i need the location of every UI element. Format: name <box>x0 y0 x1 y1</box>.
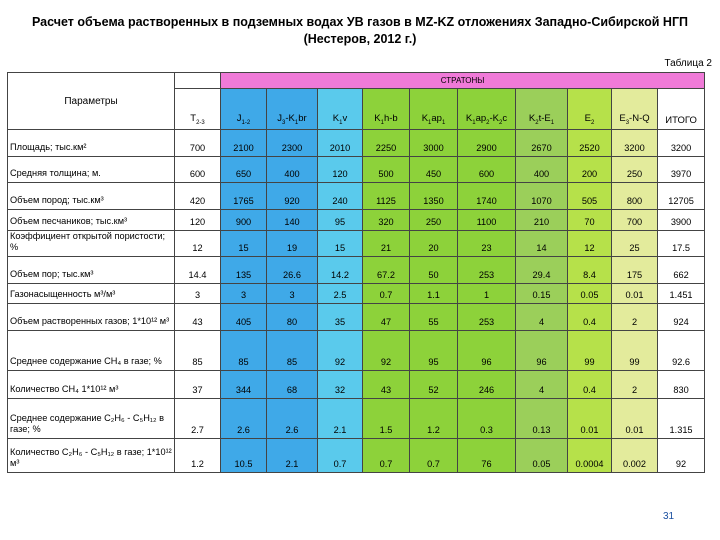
table-cell: 0.13 <box>516 399 568 439</box>
data-table-container <box>7 72 704 473</box>
table-cell: 420 <box>175 183 221 210</box>
table-cell: 450 <box>410 156 458 183</box>
table-cell: 12 <box>568 230 612 257</box>
table-cell: 96 <box>516 330 568 370</box>
document-title <box>0 14 720 48</box>
table-cell: 15 <box>221 230 267 257</box>
table-cell: 0.7 <box>363 439 410 473</box>
table-cell: 4 <box>516 370 568 399</box>
table-cell: 37 <box>175 370 221 399</box>
table-cell: 240 <box>318 183 363 210</box>
table-cell: 21 <box>363 230 410 257</box>
table-cell: 43 <box>175 304 221 331</box>
table-cell: 700 <box>612 210 658 230</box>
row-label: Газонасыщенность м³/м³ <box>8 283 175 303</box>
table-cell: 95 <box>410 330 458 370</box>
table-cell: 650 <box>221 156 267 183</box>
row-label: Количество CH₄ 1*10¹² м³ <box>8 370 175 399</box>
table-cell: 4 <box>516 304 568 331</box>
table-cell: 95 <box>318 210 363 230</box>
table-cell: 29.4 <box>516 257 568 284</box>
table-cell: 2300 <box>267 130 318 157</box>
table-cell: 900 <box>221 210 267 230</box>
table-cell: 14 <box>516 230 568 257</box>
row-label: Объем пород; тыс.км³ <box>8 183 175 210</box>
table-cell: 3 <box>267 283 318 303</box>
table-cell: 600 <box>175 156 221 183</box>
title-line-1: Расчет объема растворенных в подземных водах УВ газов в MZ-KZ отложениях Западно-Сибирской НГП <box>31 15 689 29</box>
column-header-e2: $E_2$ <box>568 89 612 130</box>
table-cell: 1740 <box>458 183 516 210</box>
column-header-k2te1: $K_2t-E_1$ <box>516 89 568 130</box>
table-cell: 2 <box>612 304 658 331</box>
table-cell: 250 <box>612 156 658 183</box>
table-cell: 0.01 <box>568 399 612 439</box>
table-cell: 405 <box>221 304 267 331</box>
row-label: Объем песчаников; тыс.км³ <box>8 210 175 230</box>
table-cell: 3970 <box>658 156 705 183</box>
table-row <box>8 257 705 284</box>
table-cell: 3 <box>175 283 221 303</box>
table-cell: 1765 <box>221 183 267 210</box>
column-header-t23: $T_{2-3}$ <box>175 89 221 130</box>
column-header-total: ИТОГО <box>658 89 705 130</box>
column-header-k1hb: $K_1h-b$ <box>363 89 410 130</box>
table-cell: 3200 <box>612 130 658 157</box>
table-row <box>8 399 705 439</box>
table-cell: 400 <box>267 156 318 183</box>
params-header: Параметры <box>8 73 175 130</box>
table-cell: 0.01 <box>612 399 658 439</box>
table-cell: 253 <box>458 304 516 331</box>
strata-header-blank <box>175 73 221 89</box>
table-cell: 85 <box>221 330 267 370</box>
row-label: Средняя толщина; м. <box>8 156 175 183</box>
table-row <box>8 283 705 303</box>
table-cell: 2 <box>612 370 658 399</box>
table-cell: 0.4 <box>568 304 612 331</box>
column-header-k1ap2k2c: $K_1ap_2-K_2c$ <box>458 89 516 130</box>
table-cell: 92 <box>318 330 363 370</box>
table-cell: 1.2 <box>175 439 221 473</box>
table-cell: 2.5 <box>318 283 363 303</box>
table-cell: 1125 <box>363 183 410 210</box>
table-cell: 135 <box>221 257 267 284</box>
table-cell: 0.3 <box>458 399 516 439</box>
table-body <box>8 130 705 473</box>
table-cell: 0.7 <box>363 283 410 303</box>
table-cell: 2.1 <box>318 399 363 439</box>
table-cell: 10.5 <box>221 439 267 473</box>
table-cell: 67.2 <box>363 257 410 284</box>
table-cell: 47 <box>363 304 410 331</box>
data-table <box>7 72 705 473</box>
table-cell: 92 <box>658 439 705 473</box>
table-cell: 14.4 <box>175 257 221 284</box>
table-cell: 120 <box>175 210 221 230</box>
table-cell: 1.5 <box>363 399 410 439</box>
table-cell: 0.002 <box>612 439 658 473</box>
table-cell: 19 <box>267 230 318 257</box>
table-cell: 2010 <box>318 130 363 157</box>
table-row <box>8 210 705 230</box>
table-cell: 55 <box>410 304 458 331</box>
table-cell: 700 <box>175 130 221 157</box>
table-cell: 0.15 <box>516 283 568 303</box>
table-cell: 400 <box>516 156 568 183</box>
column-header-e3nq: $E_3-N-Q$ <box>612 89 658 130</box>
table-header <box>8 73 705 130</box>
table-row <box>8 156 705 183</box>
table-cell: 20 <box>410 230 458 257</box>
table-row <box>8 439 705 473</box>
table-cell: 2520 <box>568 130 612 157</box>
table-cell: 15 <box>318 230 363 257</box>
table-cell: 1.1 <box>410 283 458 303</box>
table-row <box>8 130 705 157</box>
table-cell: 92.6 <box>658 330 705 370</box>
table-cell: 12705 <box>658 183 705 210</box>
table-cell: 99 <box>568 330 612 370</box>
table-cell: 50 <box>410 257 458 284</box>
table-cell: 505 <box>568 183 612 210</box>
table-cell: 0.7 <box>410 439 458 473</box>
table-cell: 76 <box>458 439 516 473</box>
table-cell: 2.1 <box>267 439 318 473</box>
table-row <box>8 230 705 257</box>
row-label: Объем пор; тыс.км³ <box>8 257 175 284</box>
table-cell: 210 <box>516 210 568 230</box>
table-cell: 17.5 <box>658 230 705 257</box>
table-cell: 0.4 <box>568 370 612 399</box>
table-cell: 25 <box>612 230 658 257</box>
table-cell: 26.6 <box>267 257 318 284</box>
table-cell: 2250 <box>363 130 410 157</box>
table-cell: 2670 <box>516 130 568 157</box>
table-cell: 43 <box>363 370 410 399</box>
table-row <box>8 304 705 331</box>
table-cell: 0.0004 <box>568 439 612 473</box>
table-cell: 246 <box>458 370 516 399</box>
table-cell: 92 <box>363 330 410 370</box>
row-label: Среднее содержание C₂H₆ - C₅H₁₂ в газе; % <box>8 399 175 439</box>
table-cell: 0.05 <box>568 283 612 303</box>
table-cell: 0.05 <box>516 439 568 473</box>
table-cell: 3900 <box>658 210 705 230</box>
table-cell: 662 <box>658 257 705 284</box>
table-cell: 0.01 <box>612 283 658 303</box>
table-cell: 35 <box>318 304 363 331</box>
table-cell: 253 <box>458 257 516 284</box>
table-cell: 800 <box>612 183 658 210</box>
table-cell: 924 <box>658 304 705 331</box>
table-cell: 1.2 <box>410 399 458 439</box>
table-cell: 2.7 <box>175 399 221 439</box>
table-cell: 68 <box>267 370 318 399</box>
table-cell: 1 <box>458 283 516 303</box>
table-cell: 500 <box>363 156 410 183</box>
table-cell: 80 <box>267 304 318 331</box>
column-header-k1v: $K_1v$ <box>318 89 363 130</box>
table-cell: 8.4 <box>568 257 612 284</box>
table-cell: 920 <box>267 183 318 210</box>
table-cell: 1100 <box>458 210 516 230</box>
table-cell: 2.6 <box>267 399 318 439</box>
table-cell: 1.315 <box>658 399 705 439</box>
row-label: Среднее содержание CH₄ в газе; % <box>8 330 175 370</box>
table-row <box>8 183 705 210</box>
page-number: 31 <box>663 511 675 522</box>
table-cell: 3000 <box>410 130 458 157</box>
row-label: Количество C₂H₆ - C₅H₁₂ в газе; 1*10¹² м³ <box>8 439 175 473</box>
table-cell: 12 <box>175 230 221 257</box>
table-cell: 2100 <box>221 130 267 157</box>
table-cell: 3 <box>221 283 267 303</box>
table-cell: 600 <box>458 156 516 183</box>
table-cell: 70 <box>568 210 612 230</box>
table-cell: 200 <box>568 156 612 183</box>
title-line-2: (Нестеров, 2012 г.) <box>303 32 417 46</box>
table-cell: 2.6 <box>221 399 267 439</box>
table-cell: 320 <box>363 210 410 230</box>
table-cell: 344 <box>221 370 267 399</box>
table-row <box>8 330 705 370</box>
table-cell: 1350 <box>410 183 458 210</box>
column-header-k1ap1: $K_1ap_1$ <box>410 89 458 130</box>
table-cell: 14.2 <box>318 257 363 284</box>
table-cell: 175 <box>612 257 658 284</box>
table-cell: 96 <box>458 330 516 370</box>
table-cell: 140 <box>267 210 318 230</box>
table-cell: 52 <box>410 370 458 399</box>
table-cell: 85 <box>175 330 221 370</box>
row-label: Площадь; тыс.км² <box>8 130 175 157</box>
row-label: Объем растворенных газов; 1*10¹² м³ <box>8 304 175 331</box>
table-cell: 32 <box>318 370 363 399</box>
table-cell: 3200 <box>658 130 705 157</box>
table-cell: 1.451 <box>658 283 705 303</box>
column-header-j12: $J_{1-2}$ <box>221 89 267 130</box>
row-label: Коэффициент открытой пористости; % <box>8 230 175 257</box>
table-cell: 23 <box>458 230 516 257</box>
table-cell: 2900 <box>458 130 516 157</box>
column-header-j3k1br: $J_3-K_1br$ <box>267 89 318 130</box>
table-cell: 0.7 <box>318 439 363 473</box>
table-cell: 1070 <box>516 183 568 210</box>
table-cell: 120 <box>318 156 363 183</box>
table-cell: 99 <box>612 330 658 370</box>
table-cell: 85 <box>267 330 318 370</box>
table-row <box>8 370 705 399</box>
table-caption: Таблица 2 <box>664 58 712 69</box>
table-cell: 250 <box>410 210 458 230</box>
strata-header: СТРАТОНЫ <box>221 73 705 89</box>
table-cell: 830 <box>658 370 705 399</box>
